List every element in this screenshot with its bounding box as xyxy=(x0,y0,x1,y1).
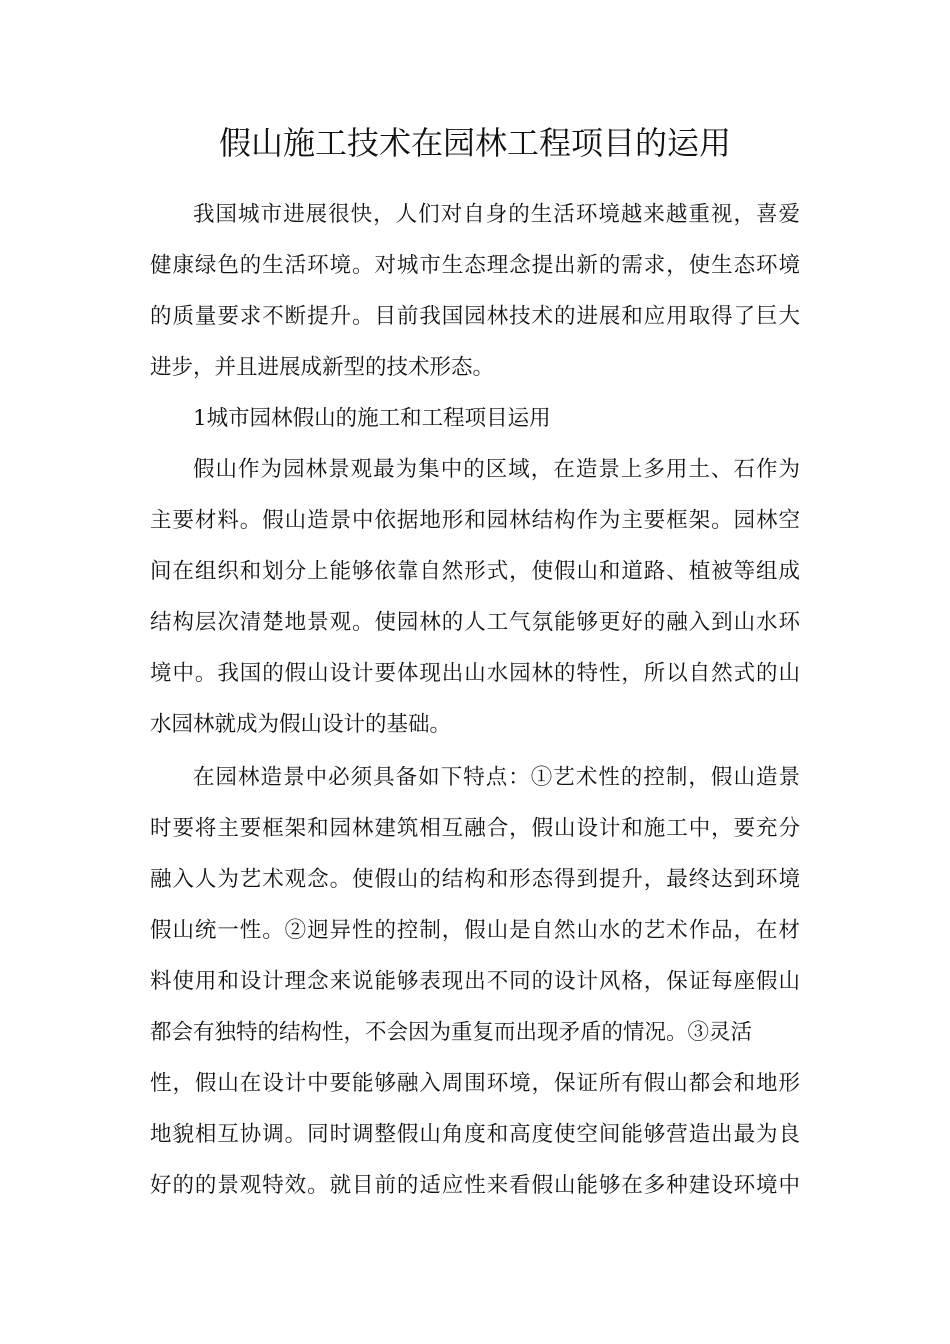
paragraph-line: 性，假山在设计中要能够融入周围环境，保证所有假山都会和地形 xyxy=(150,1071,800,1096)
paragraph-line: 主要材料。假山造景中依据地形和园林结构作为主要框架。园林空 xyxy=(150,508,800,533)
paragraph-line: 地貌相互协调。同时调整假山角度和高度使空间能够营造出最为良 xyxy=(150,1122,800,1147)
paragraph-line: 水园林就成为假山设计的基础。 xyxy=(150,712,452,737)
paragraph-line: 进步，并且进展成新型的技术形态。 xyxy=(150,355,495,380)
paragraph-line: 都会有独特的结构性，不会因为重复而出现矛盾的情况。③灵活 xyxy=(150,1020,753,1045)
paragraph-line: 境中。我国的假山设计要体现出山水园林的特性，所以自然式的山 xyxy=(150,661,800,686)
paragraph-line: 假山作为园林景观最为集中的区域，在造景上多用土、石作为 xyxy=(193,457,800,482)
paragraph-line: 健康绿色的生活环境。对城市生态理念提出新的需求，使生态环境 xyxy=(150,253,800,278)
paragraph-line: 在园林造景中必须具备如下特点：①艺术性的控制，假山造景 xyxy=(193,765,800,790)
paragraph-line: 好的的景观特效。就目前的适应性来看假山能够在多种建设环境中 xyxy=(150,1173,800,1198)
paragraph-line: 假山统一性。②迥异性的控制，假山是自然山水的艺术作品，在材 xyxy=(150,918,800,943)
paragraph-line: 时要将主要框架和园林建筑相互融合，假山设计和施工中，要充分 xyxy=(150,816,800,841)
paragraph-line: 间在组织和划分上能够依靠自然形式，使假山和道路、植被等组成 xyxy=(150,559,800,584)
paragraph-line: 结构层次清楚地景观。使园林的人工气氛能够更好的融入到山水环 xyxy=(150,610,800,635)
paragraph-line: 料使用和设计理念来说能够表现出不同的设计风格，保证每座假山 xyxy=(150,969,800,994)
document-title: 假山施工技术在园林工程项目的运用 xyxy=(218,124,731,162)
section-heading: 1城市园林假山的施工和工程项目运用 xyxy=(193,406,551,431)
paragraph-line: 融入人为艺术观念。使假山的结构和形态得到提升，最终达到环境 xyxy=(150,867,800,892)
paragraph-line: 我国城市进展很快，人们对自身的生活环境越来越重视，喜爱 xyxy=(193,202,800,227)
paragraph-line: 的质量要求不断提升。目前我国园林技术的进展和应用取得了巨大 xyxy=(150,304,800,329)
